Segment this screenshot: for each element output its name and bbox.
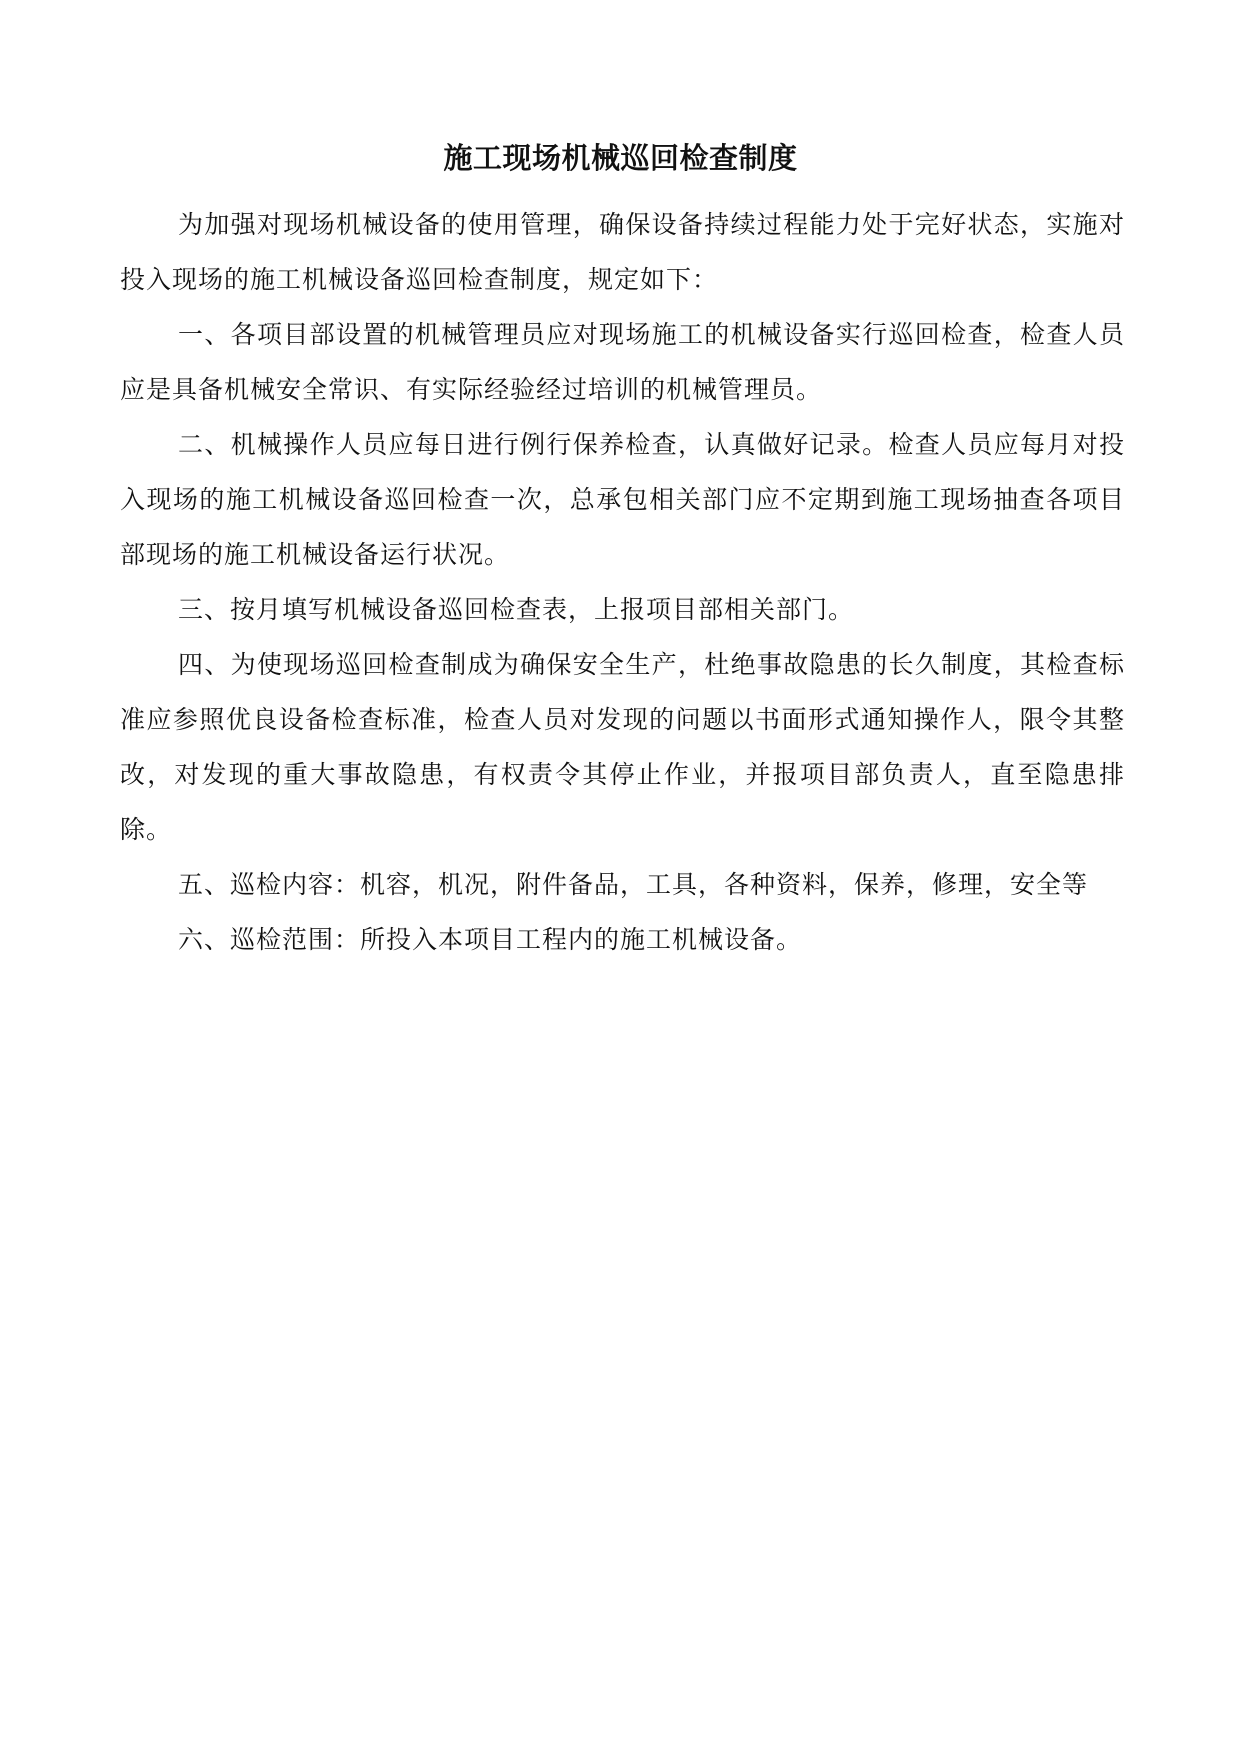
paragraph-rule-5: 五、巡检内容：机容，机况，附件备品，工具，各种资料，保养，修理，安全等 [178, 870, 1089, 899]
paragraph-intro: 为加强对现场机械设备的使用管理，确保设备持续过程能力处于完好状态，实施对投入现场的施工机械设备巡回检查制度，规定如下： [120, 210, 1125, 294]
paragraph-rule-4: 四、为使现场巡回检查制成为确保安全生产，杜绝事故隐患的长久制度，其检查标准应参照优良设备检查标准，检查人员对发现的问题以书面形式通知操作人，限令其整改，对发现的重大事故隐患，有权责令其停止作业，并报项目部负责人，直至隐患排除。 [120, 650, 1125, 844]
paragraph-rule-3: 三、按月填写机械设备巡回检查表，上报项目部相关部门。 [178, 595, 855, 624]
document-body [120, 197, 1125, 967]
paragraph-rule-1: 一、各项目部设置的机械管理员应对现场施工的机械设备实行巡回检查，检查人员应是具备机械安全常识、有实际经验经过培训的机械管理员。 [120, 320, 1125, 404]
paragraph-rule-2: 二、机械操作人员应每日进行例行保养检查，认真做好记录。检查人员应每月对投入现场的施工机械设备巡回检查一次，总承包相关部门应不定期到施工现场抽查各项目部现场的施工机械设备运行状况。 [120, 430, 1125, 569]
document-title: 施工现场机械巡回检查制度 [443, 141, 798, 175]
paragraph-rule-6: 六、巡检范围：所投入本项目工程内的施工机械设备。 [178, 925, 803, 954]
